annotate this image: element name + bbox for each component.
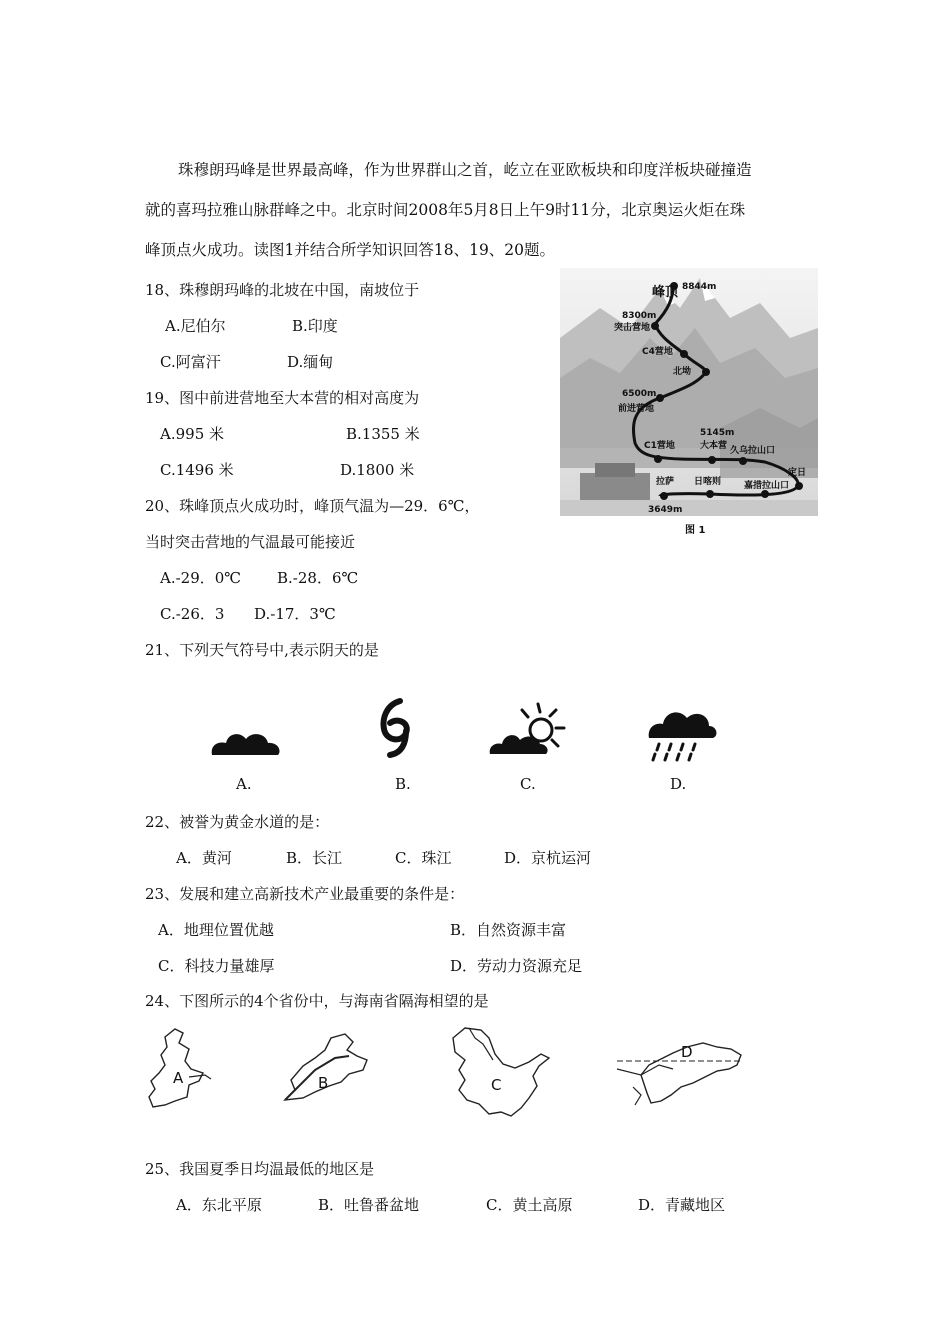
province-a-map[interactable]: [145, 1025, 215, 1110]
q20-option-d[interactable]: D.-17．3℃: [254, 605, 336, 623]
pass-2-label: 嘉措拉山口: [744, 481, 790, 491]
q18-option-d[interactable]: D.缅甸: [287, 353, 334, 371]
q22-option-d[interactable]: D．京杭运河: [504, 849, 592, 867]
advance-camp-label: 前进营地: [618, 404, 655, 414]
partly-cloudy-icon[interactable]: [486, 702, 576, 760]
rain-cloud-icon[interactable]: [645, 702, 720, 762]
province-b-map[interactable]: [275, 1030, 375, 1105]
typhoon-icon[interactable]: [376, 697, 416, 759]
q23-option-a[interactable]: A．地理位置优越: [158, 921, 274, 939]
q21-option-c[interactable]: C.: [520, 775, 536, 793]
q18-option-a[interactable]: A.尼伯尔: [165, 317, 226, 335]
q25-option-a[interactable]: A．东北平原: [176, 1196, 262, 1214]
peak-elev: 8844m: [682, 282, 717, 292]
intro-line-3: 峰顶点火成功。读图1并结合所学知识回答18、19、20题。: [145, 241, 556, 259]
assault-camp-elev: 8300m: [622, 311, 657, 321]
intro-line-1: 珠穆朗玛峰是世界最高峰，作为世界群山之首，屹立在亚欧板块和印度洋板块碰撞造: [178, 161, 752, 179]
q25-option-b[interactable]: B．吐鲁番盆地: [318, 1196, 420, 1214]
overcast-cloud-icon[interactable]: [208, 715, 283, 760]
q18-option-b[interactable]: B.印度: [292, 317, 338, 335]
province-d-map[interactable]: [613, 1035, 748, 1110]
q25-option-d[interactable]: D．青藏地区: [638, 1196, 726, 1214]
q25-option-c[interactable]: C．黄土高原: [486, 1196, 573, 1214]
intro-paragraph: [145, 150, 810, 270]
north-col-label: 北坳: [673, 367, 692, 377]
dingri-label: 定日: [788, 468, 807, 478]
advance-camp-elev: 6500m: [622, 389, 657, 399]
q18-stem: 18、珠穆朗玛峰的北坡在中国，南坡位于: [145, 281, 420, 299]
province-a-label: A: [173, 1069, 184, 1087]
q20-option-c[interactable]: C.-26．3: [160, 605, 225, 623]
q22-stem: 22、被誉为黄金水道的是：: [145, 813, 330, 831]
q20-stem-2: 当时突击营地的气温最可能接近: [145, 533, 356, 551]
q21-option-b[interactable]: B.: [395, 775, 411, 793]
q23-stem: 23、发展和建立高新技术产业最重要的条件是：: [145, 885, 465, 903]
q19-option-a[interactable]: A.995 米: [160, 425, 224, 443]
q21-option-a[interactable]: A.: [236, 775, 252, 793]
q25-stem: 25、我国夏季日均温最低的地区是: [145, 1160, 375, 1178]
c1-camp-label: C1营地: [644, 441, 675, 451]
province-c-map[interactable]: [445, 1024, 555, 1119]
q20-stem-1: 20、珠峰顶点火成功时，峰顶气温为—29．6℃，: [145, 497, 480, 515]
q20-option-a[interactable]: A.-29．0℃: [160, 569, 242, 587]
q22-option-a[interactable]: A．黄河: [176, 849, 232, 867]
q21-option-d[interactable]: D.: [670, 775, 687, 793]
shigatse-label: 日喀则: [694, 477, 722, 487]
q21-stem: 21、下列天气符号中,表示阴天的是: [145, 641, 379, 659]
assault-camp-label: 突击营地: [614, 323, 651, 333]
q23-option-c[interactable]: C．科技力量雄厚: [158, 957, 275, 975]
q20-option-b[interactable]: B.-28．6℃: [277, 569, 359, 587]
q23-option-b[interactable]: B．自然资源丰富: [450, 921, 567, 939]
lhasa-label: 拉萨: [656, 477, 675, 487]
q19-option-b[interactable]: B.1355 米: [346, 425, 420, 443]
everest-route-map: [560, 268, 818, 518]
q19-option-d[interactable]: D.1800 米: [340, 461, 415, 479]
province-d-label: D: [681, 1043, 693, 1061]
province-c-label: C: [491, 1076, 502, 1094]
base-camp-label: 大本营: [700, 441, 728, 451]
q19-stem: 19、图中前进营地至大本营的相对高度为: [145, 389, 420, 407]
pass-1-label: 久乌拉山口: [730, 446, 776, 456]
q23-option-d[interactable]: D．劳动力资源充足: [450, 957, 583, 975]
province-b-label: B: [318, 1074, 329, 1092]
figure-1: [560, 268, 818, 538]
q24-stem: 24、下图所示的4个省份中，与海南省隔海相望的是: [145, 992, 489, 1010]
q19-option-c[interactable]: C.1496 米: [160, 461, 234, 479]
peak-label: 峰顶: [652, 285, 679, 300]
c4-camp-label: C4营地: [642, 347, 673, 357]
intro-line-2: 就的喜玛拉雅山脉群峰之中。北京时间2008年5月8日上午9时11分，北京奥运火炬在珠: [145, 201, 746, 219]
lhasa-elev: 3649m: [648, 505, 683, 515]
q22-option-b[interactable]: B．长江: [286, 849, 343, 867]
base-camp-elev: 5145m: [700, 428, 735, 438]
q22-option-c[interactable]: C．珠江: [395, 849, 452, 867]
q18-option-c[interactable]: C.阿富汗: [160, 353, 221, 371]
figure-1-caption: 图 1: [685, 525, 706, 536]
